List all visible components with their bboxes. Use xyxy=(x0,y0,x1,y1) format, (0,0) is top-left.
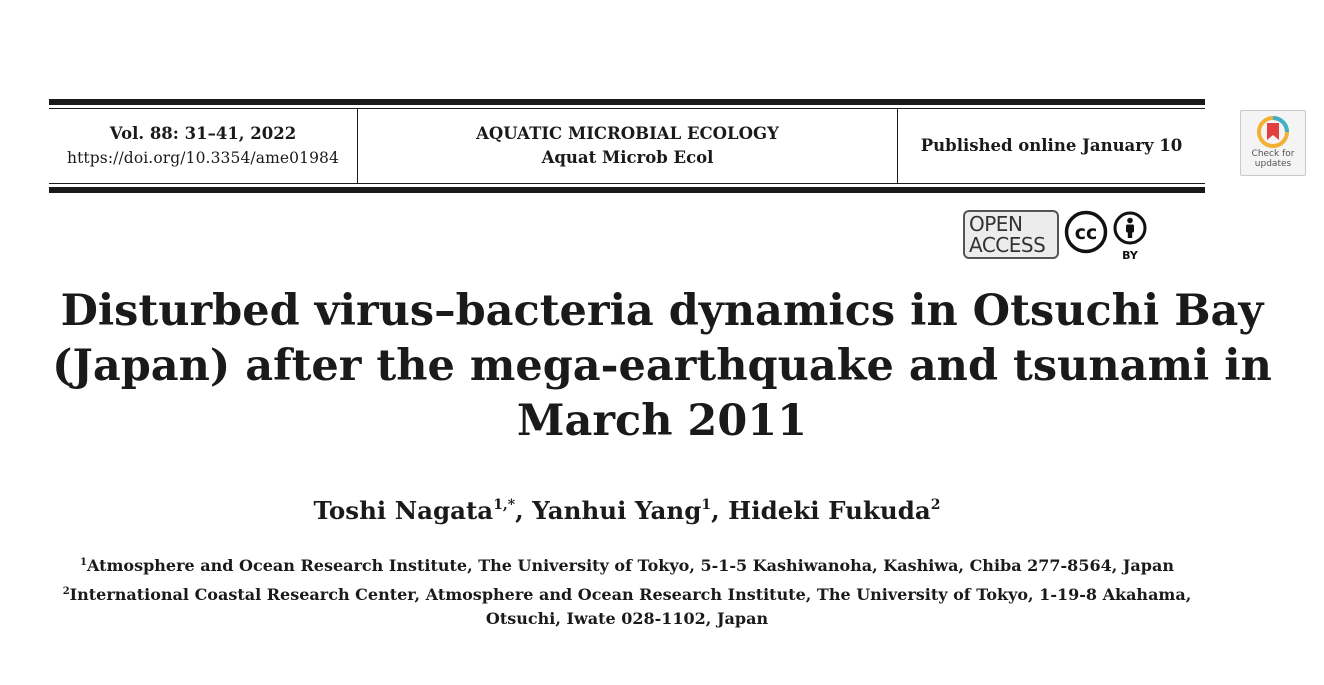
open-access-badge xyxy=(963,210,1059,259)
author-name: Hideki Fukuda xyxy=(728,496,931,525)
cc-glyph: cc xyxy=(1074,222,1098,244)
check-for-updates-button[interactable] xyxy=(1240,110,1306,176)
author-separator: , xyxy=(711,496,729,525)
crossmark-icon xyxy=(1256,115,1290,149)
author-affiliation-marker: 1 xyxy=(701,497,712,513)
author-affiliation-marker: 1,* xyxy=(493,497,516,513)
article-title: Disturbed virus–bacteria dynamics in Otsuchi Bay (Japan) after the mega-earthquake and tsunami in March 2011 xyxy=(52,286,1272,446)
cc-by-label: BY xyxy=(1122,249,1138,262)
creative-commons-icon xyxy=(1064,210,1108,254)
affiliation-2 xyxy=(50,583,1204,631)
author-affiliation-marker: 2 xyxy=(930,497,941,513)
author-separator: , xyxy=(515,496,533,525)
header-volume-cell xyxy=(49,109,357,183)
author-list xyxy=(0,495,1254,527)
affiliation-text: International Coastal Research Center, Atmosphere and Ocean Research Institute, The University of Tokyo, 1-19-8 Akahama, Otsuchi, Iwate 028-1102, Japan xyxy=(69,585,1192,628)
check-updates-label-2: updates xyxy=(1254,159,1292,169)
published-date: Published online January 10 xyxy=(920,136,1183,155)
check-updates-label-1: Check for xyxy=(1251,149,1295,159)
doi-link[interactable]: https://doi.org/10.3354/ame01984 xyxy=(67,149,339,167)
affiliation-text: Atmosphere and Ocean Research Institute, The University of Tokyo, 5-1-5 Kashiwanoha, Kashiwa, Chiba 277-8564, Japan xyxy=(86,556,1174,575)
cc-by-icon xyxy=(1113,210,1147,262)
author-name: Yanhui Yang xyxy=(532,496,702,525)
volume-info: Vol. 88: 31–41, 2022 xyxy=(109,124,297,143)
header-published-cell xyxy=(898,109,1205,183)
open-access-line-2: ACCESS xyxy=(969,233,1046,257)
licence-badges xyxy=(963,210,1147,262)
affiliation-1 xyxy=(50,554,1204,578)
affiliation-number: 1 xyxy=(80,557,87,568)
journal-name: AQUATIC MICROBIAL ECOLOGY xyxy=(476,124,779,143)
author-name: Toshi Nagata xyxy=(313,496,494,525)
header-rule-thin-bottom xyxy=(49,183,1205,184)
open-access-line-1: OPEN xyxy=(969,212,1023,236)
header-rule-thick-top xyxy=(49,99,1205,105)
affiliation-number: 2 xyxy=(62,586,70,597)
header-journal-cell xyxy=(358,109,897,183)
journal-abbreviation: Aquat Microb Ecol xyxy=(541,148,714,167)
header-rule-thick-bottom xyxy=(49,187,1205,193)
